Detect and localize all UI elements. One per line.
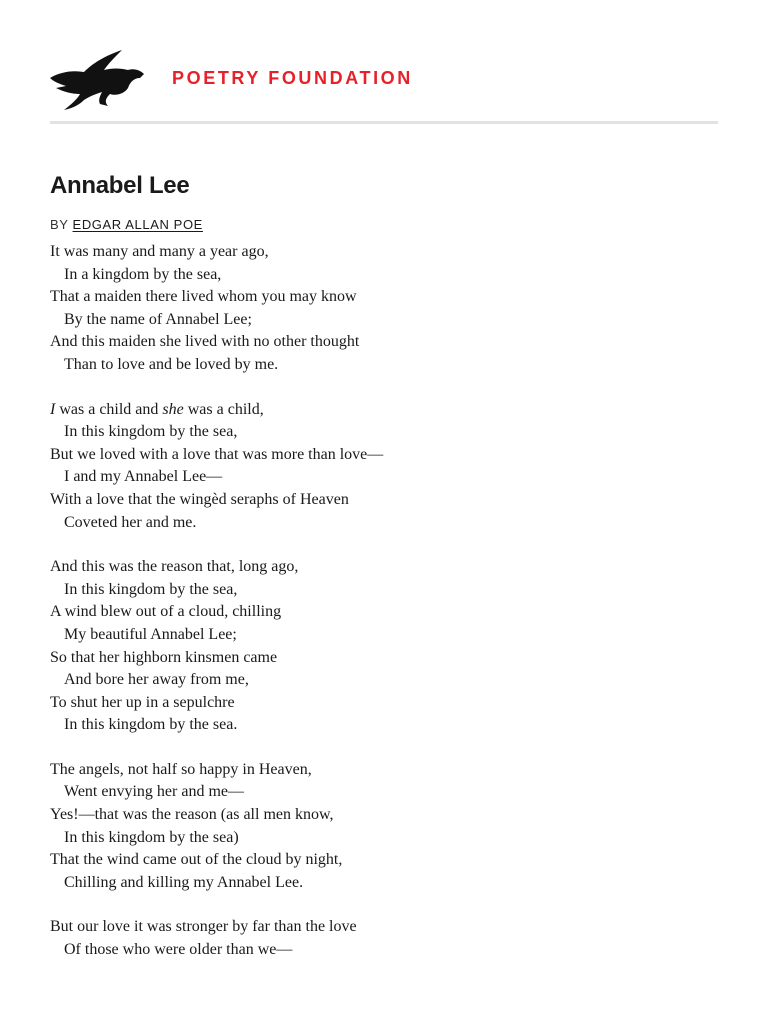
site-name[interactable]: POETRY FOUNDATION [172, 68, 413, 88]
line-text: A wind blew out of a cloud, chilling [50, 603, 282, 621]
stanza [50, 916, 710, 961]
poem-line [50, 241, 710, 264]
stanza [50, 759, 710, 895]
line-text: was a child, [183, 400, 264, 418]
italic-text: she [162, 400, 184, 418]
poem-body [50, 241, 710, 984]
line-text: Yes!—that was the reason (as all men know, [50, 806, 334, 824]
line-text: So that her highborn kinsmen came [50, 648, 278, 666]
line-text: Went envying her and me— [64, 783, 244, 801]
line-text: Chilling and killing my Annabel Lee. [64, 873, 304, 891]
poem-line [50, 556, 710, 579]
line-text: That the wind came out of the cloud by night, [50, 851, 343, 869]
line-text: And this was the reason that, long ago, [50, 558, 299, 576]
line-text: In this kingdom by the sea) [64, 828, 239, 846]
line-text: Than to love and be loved by me. [64, 355, 279, 373]
line-text: Of those who were older than we— [64, 941, 293, 959]
poem-line [50, 827, 710, 850]
poem-line [50, 489, 710, 512]
line-text: But we loved with a love that was more than love— [50, 445, 384, 463]
line-text: The angels, not half so happy in Heaven, [50, 760, 312, 778]
poem-line [50, 624, 710, 647]
poem-line [50, 309, 710, 332]
poem-line [50, 669, 710, 692]
poem-line [50, 781, 710, 804]
line-text: With a love that the wingèd seraphs of Heaven [50, 490, 349, 508]
poem-title: Annabel Lee [50, 172, 190, 199]
pegasus-bird-icon [50, 48, 146, 110]
poem-line [50, 399, 710, 422]
line-text: In this kingdom by the sea. [64, 716, 238, 734]
line-text: In this kingdom by the sea, [64, 580, 238, 598]
line-text: And bore her away from me, [64, 671, 249, 689]
poem-line [50, 939, 710, 962]
line-text: It was many and many a year ago, [50, 243, 269, 260]
line-text: In this kingdom by the sea, [64, 423, 238, 441]
line-text: By the name of Annabel Lee; [64, 310, 252, 328]
byline [50, 217, 203, 232]
line-text: was a child and [55, 400, 163, 418]
poem-line [50, 421, 710, 444]
poem-line [50, 692, 710, 715]
poem-line [50, 466, 710, 489]
poem-line [50, 759, 710, 782]
poem-line [50, 331, 710, 354]
italic-text: I [50, 400, 56, 418]
poem-line [50, 849, 710, 872]
site-header [50, 44, 718, 114]
poem-line [50, 916, 710, 939]
poem-line [50, 714, 710, 737]
poem-line [50, 804, 710, 827]
line-text: I and my Annabel Lee— [64, 468, 223, 486]
poem-line [50, 647, 710, 670]
line-text: And this maiden she lived with no other thought [50, 333, 360, 351]
line-text: But our love it was stronger by far than the love [50, 918, 357, 936]
poem-line [50, 264, 710, 287]
poem-line [50, 354, 710, 377]
poem-line [50, 601, 710, 624]
stanza [50, 556, 710, 737]
stanza [50, 399, 710, 535]
poem-line [50, 872, 710, 895]
header-divider [50, 121, 718, 124]
line-text: To shut her up in a sepulchre [50, 693, 235, 711]
poem-line [50, 579, 710, 602]
stanza [50, 241, 710, 377]
by-label: BY [50, 217, 69, 232]
poem-line [50, 512, 710, 535]
author-link[interactable]: EDGAR ALLAN POE [72, 217, 203, 232]
line-text: That a maiden there lived whom you may know [50, 288, 357, 306]
poem-line [50, 444, 710, 467]
line-text: Coveted her and me. [64, 513, 197, 531]
poem-line [50, 286, 710, 309]
line-text: In a kingdom by the sea, [64, 265, 222, 283]
line-text: My beautiful Annabel Lee; [64, 625, 237, 643]
